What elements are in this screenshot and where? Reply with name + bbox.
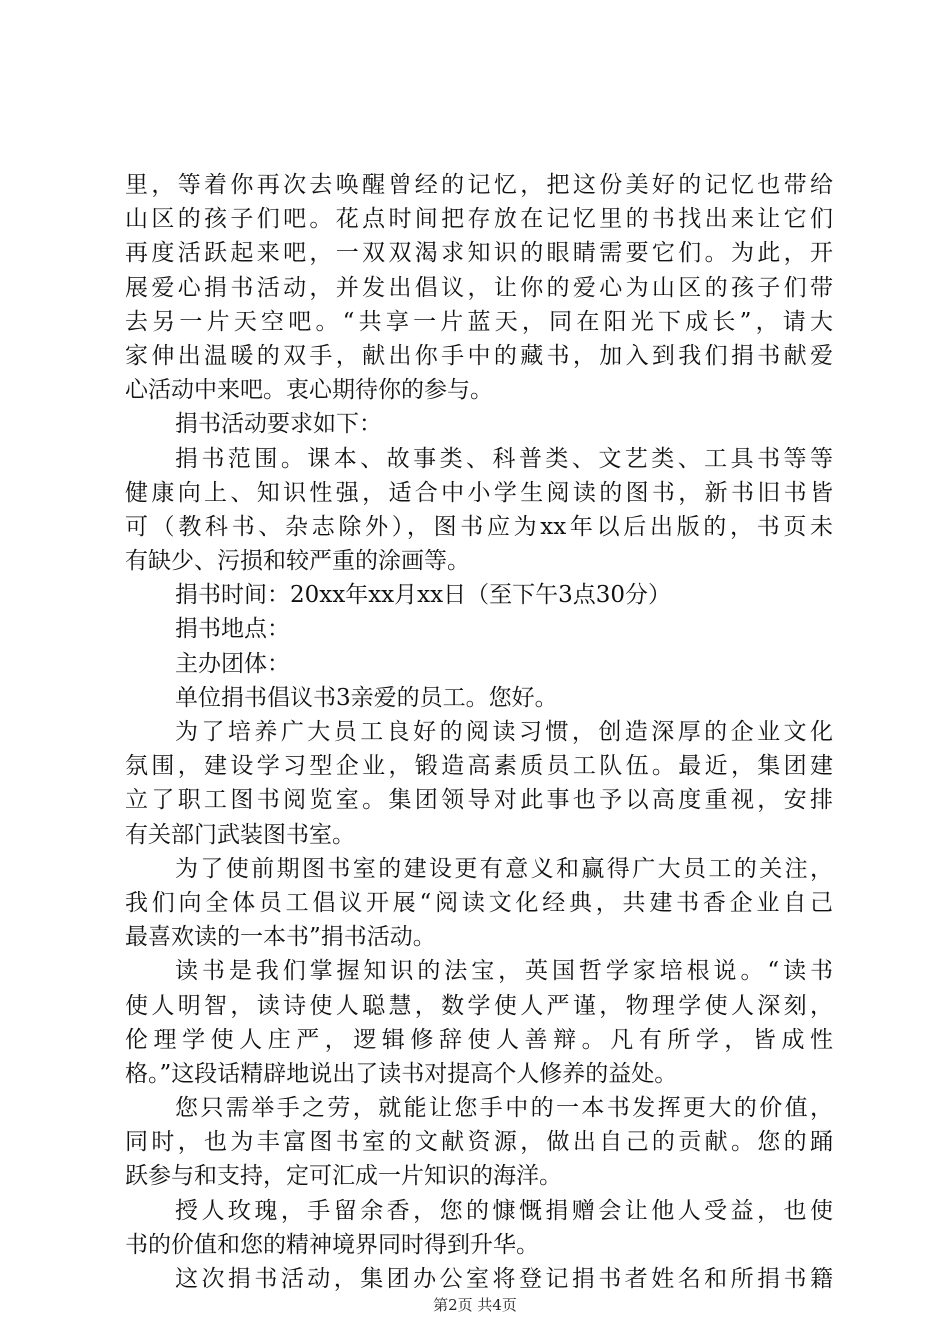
text-line: 单位捐书倡议书3亲爱的员工。您好。 xyxy=(175,684,558,711)
text-line: 格。”这段话精辟地说出了读书对提高个人修养的益处。 xyxy=(125,1060,678,1087)
text-line: 伦理学使人庄严，逻辑修辞使人善辩。凡有所学，皆成性 xyxy=(125,1026,833,1053)
text-line: 我们向全体员工倡议开展“阅读文化经典，共建书香企业自己 xyxy=(125,889,833,916)
text-line: 捐书时间：20xx年xx月xx日（至下午3点30分） xyxy=(175,582,671,609)
text-line: 同时，也为丰富图书室的文献资源，做出自己的贡献。您的踊 xyxy=(125,1129,833,1156)
text-line: 读书是我们掌握知识的法宝，英国哲学家培根说。“读书 xyxy=(175,958,833,985)
text-line: 主办团体： xyxy=(175,650,290,677)
text-line: 这次捐书活动，集团办公室将登记捐书者姓名和所捐书籍 xyxy=(175,1266,833,1292)
text-line: 立了职工图书阅览室。集团领导对此事也予以高度重视，安排 xyxy=(125,787,833,814)
text-line: 使人明智，读诗使人聪慧，数学使人严谨，物理学使人深刻， xyxy=(125,992,833,1019)
text-line: 有缺少、污损和较严重的涂画等。 xyxy=(125,548,470,575)
text-line: 您只需举手之劳，就能让您手中的一本书发挥更大的价值， xyxy=(175,1095,833,1122)
text-line: 为了使前期图书室的建设更有意义和赢得广大员工的关注， xyxy=(175,855,833,882)
text-line: 心活动中来吧。衷心期待你的参与。 xyxy=(125,377,493,404)
text-line: 捐书地点： xyxy=(175,616,290,643)
text-line: 去另一片天空吧。“共享一片蓝天，同在阳光下成长”，请大 xyxy=(125,308,833,335)
page-footer: 第2页 共4页 xyxy=(433,1296,517,1314)
text-line: 为了培养广大员工良好的阅读习惯，创造深厚的企业文化 xyxy=(175,719,833,745)
document-body xyxy=(125,168,833,1296)
text-line: 展爱心捐书活动，并发出倡议，让你的爱心为山区的孩子们带 xyxy=(125,274,833,301)
text-line: 有关部门武装图书室。 xyxy=(125,821,355,848)
text-line: 捐书活动要求如下： xyxy=(175,411,382,438)
text-line: 健康向上、知识性强，适合中小学生阅读的图书，新书旧书皆 xyxy=(125,479,833,506)
text-line: 家伸出温暖的双手，献出你手中的藏书，加入到我们捐书献爱 xyxy=(125,342,833,369)
text-line: 再度活跃起来吧，一双双渴求知识的眼睛需要它们。为此，开 xyxy=(125,240,833,267)
text-line: 授人玫瑰，手留余香，您的慷慨捐赠会让他人受益，也使 xyxy=(175,1197,833,1224)
text-line: 捐书范围。课本、故事类、科普类、文艺类、工具书等等 xyxy=(175,445,833,472)
text-line: 可（教科书、杂志除外），图书应为xx年以后出版的，书页未 xyxy=(125,513,833,540)
text-line: 最喜欢读的一本书”捐书活动。 xyxy=(125,924,436,951)
text-line: 山区的孩子们吧。花点时间把存放在记忆里的书找出来让它们 xyxy=(125,206,833,233)
text-line: 里，等着你再次去唤醒曾经的记忆，把这份美好的记忆也带给 xyxy=(125,172,833,198)
text-line: 跃参与和支持，定可汇成一片知识的海洋。 xyxy=(125,1163,562,1190)
text-line: 书的价值和您的精神境界同时得到升华。 xyxy=(125,1231,539,1258)
text-line: 氛围，建设学习型企业，锻造高素质员工队伍。最近，集团建 xyxy=(125,753,833,780)
